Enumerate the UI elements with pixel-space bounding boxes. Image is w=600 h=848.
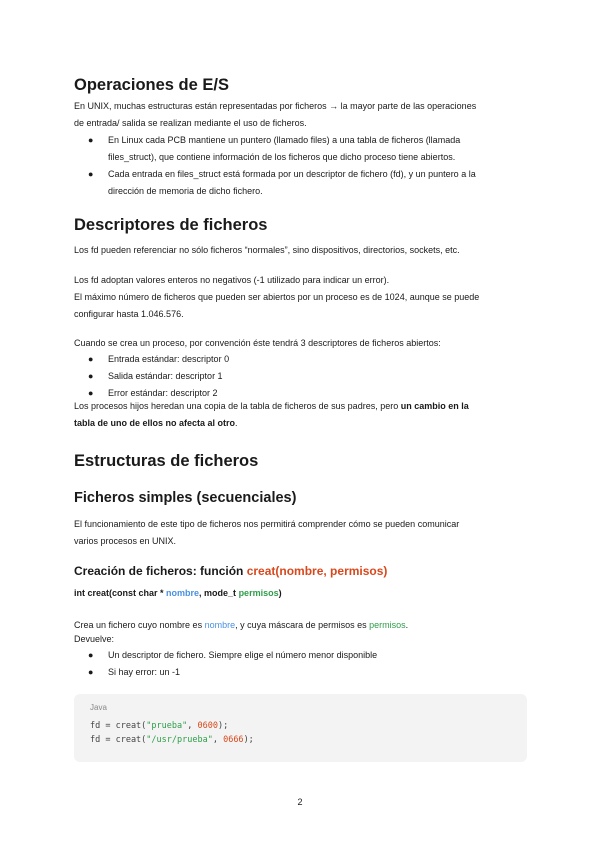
intro-paragraph [74, 98, 530, 132]
paragraph: Crea un fichero cuyo nombre es nombre, y cuya máscara de permisos es permisos. [74, 620, 409, 630]
code-line: fd = creat("/usr/prueba", 0666); [90, 735, 254, 745]
paragraph: Cuando se crea un proceso, por convención éste tendrá 3 descriptores de ficheros abiertos: [74, 338, 441, 348]
paragraph: El funcionamiento de este tipo de ficheros nos permitirá comprender cómo se pueden comunicar varios procesos en UNIX. [74, 519, 460, 546]
page-number: 2 [297, 797, 303, 807]
list-item: ● Salida estándar: descriptor 1 [74, 368, 530, 385]
returns-list [74, 647, 530, 681]
list-item: ● Cada entrada en files_struct está formada por un descriptor de fichero (fd), y un puntero a la dirección de memoria de dicho fichero. [74, 166, 530, 200]
paragraph: El máximo número de ficheros que pueden ser abiertos por un proceso es de 1024, aunque se puede configurar hasta 1.046.576. [74, 292, 480, 319]
bullet-icon: ● [88, 388, 94, 398]
code-language-label: Java [90, 703, 107, 712]
list-item: ● Un descriptor de fichero. Siempre elige el número menor disponible [74, 647, 530, 664]
paragraph: Los procesos hijos heredan una copia de la tabla de ficheros de sus padres, pero un cambio en la tabla de uno de ellos no afecta al otro. [74, 401, 469, 428]
bullet-icon: ● [88, 650, 94, 660]
std-descriptor-list [74, 351, 530, 402]
returns-label: Devuelve: [74, 634, 115, 644]
bullet-icon: ● [88, 354, 94, 364]
list-item: ● Si hay error: un -1 [74, 664, 530, 681]
list-item: ● Error estándar: descriptor 2 [74, 385, 530, 402]
bullet-icon: ● [88, 371, 94, 381]
section-title-estructuras: Estructuras de ficheros [74, 452, 259, 470]
paragraph: Los fd adoptan valores enteros no negativos (-1 utilizado para indicar un error). [74, 275, 390, 285]
es-bullet-list [74, 132, 530, 200]
function-heading: Creación de ficheros: función creat(nombre, permisos) [74, 564, 388, 578]
section-title-descriptores: Descriptores de ficheros [74, 216, 268, 234]
bullet-icon: ● [88, 667, 94, 677]
list-item: ● En Linux cada PCB mantiene un puntero (llamado files) a una tabla de ficheros (llamada files_struct), que contiene información de los ficheros que dicho proceso tiene abiertos. [74, 132, 530, 166]
bullet-icon: ● [88, 169, 94, 179]
subsection-title: Ficheros simples (secuenciales) [74, 490, 297, 506]
code-content [90, 719, 254, 747]
intro-line-2: de entrada/ salida se realizan mediante el uso de ficheros. [74, 118, 307, 128]
bullet-icon: ● [88, 135, 94, 145]
list-item: ● Entrada estándar: descriptor 0 [74, 351, 530, 368]
code-line: fd = creat("prueba", 0600); [90, 721, 229, 731]
section-title-es: Operaciones de E/S [74, 76, 229, 94]
code-block[interactable] [74, 694, 527, 762]
intro-line-1: En UNIX, muchas estructuras están representadas por ficheros → la mayor parte de las operaciones [74, 101, 477, 111]
paragraph: Los fd pueden referenciar no sólo ficheros “normales”, sino dispositivos, directorios, sockets, etc. [74, 245, 460, 255]
function-signature: int creat(const char * nombre, mode_t permisos) [74, 588, 282, 598]
